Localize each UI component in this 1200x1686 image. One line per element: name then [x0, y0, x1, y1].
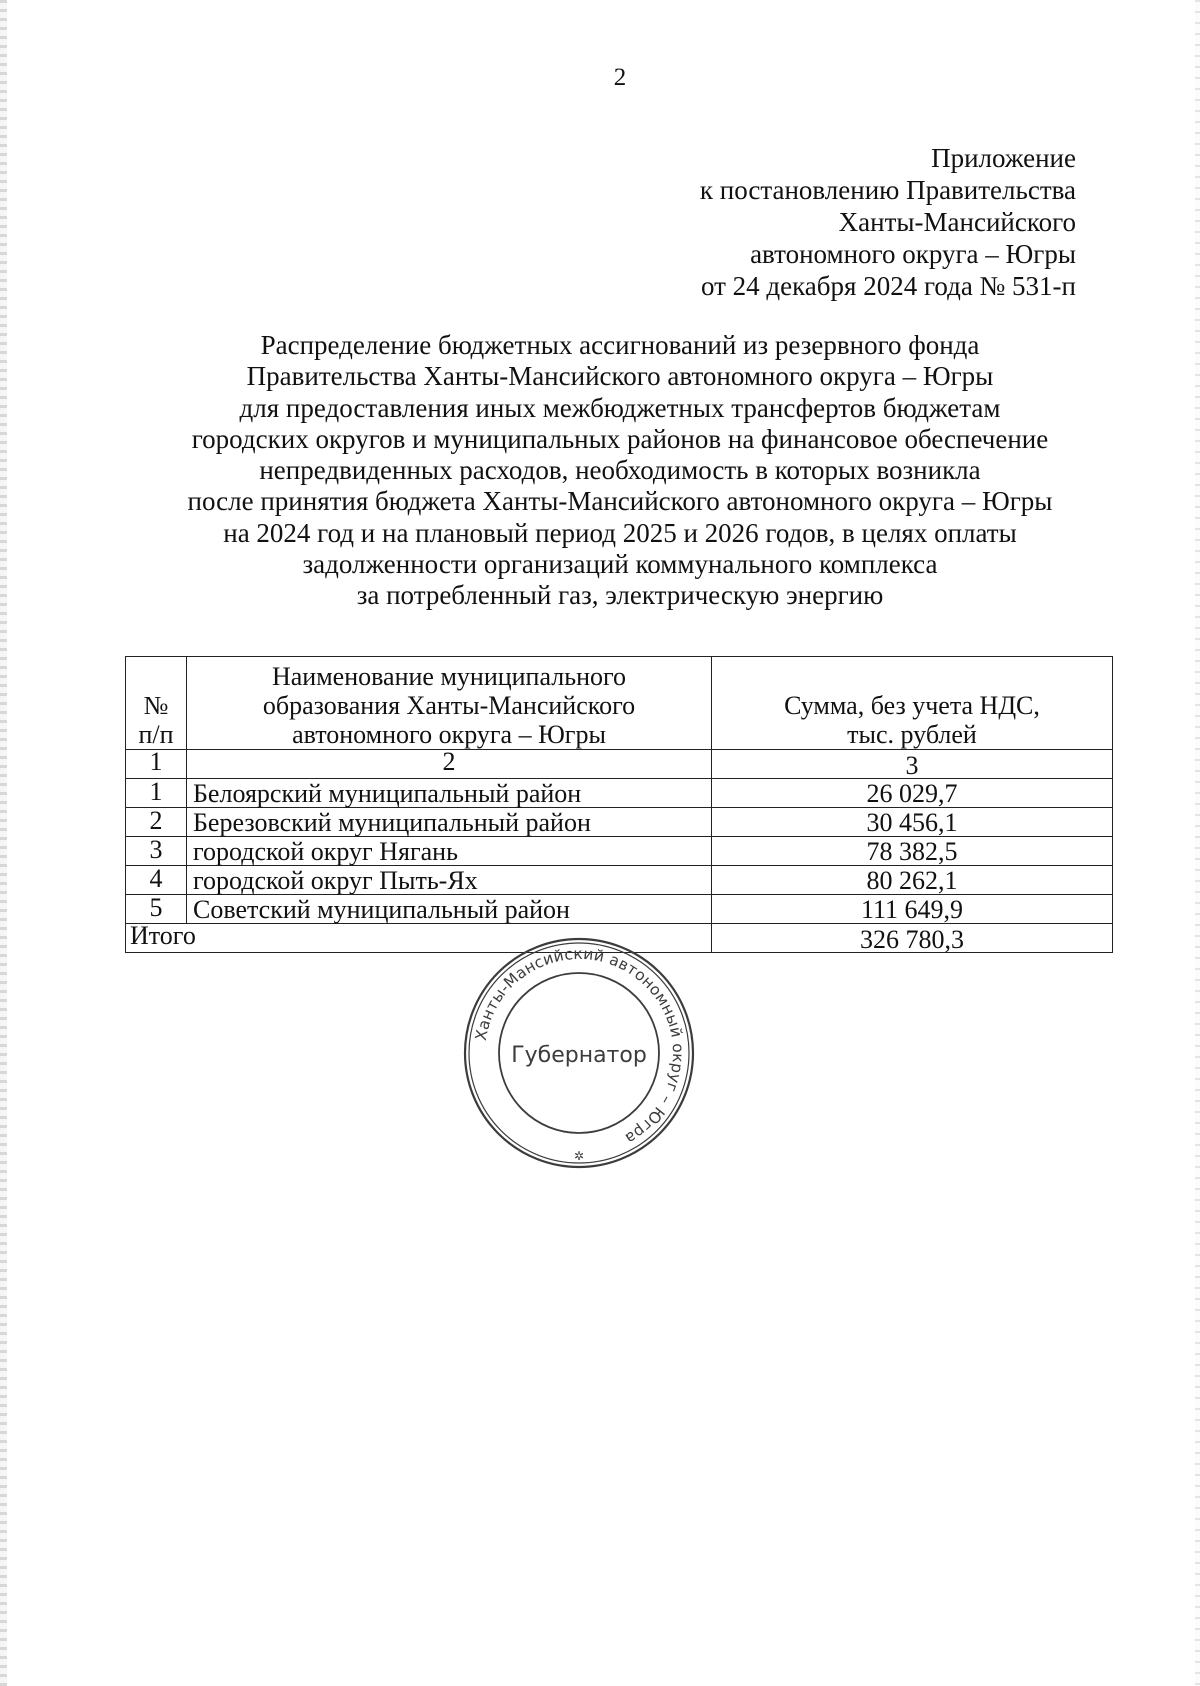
header-name-line: образования Ханты-Мансийского [262, 691, 636, 720]
annex-line: от 24 декабря 2024 года № 531-п [700, 271, 1076, 301]
column-number: 2 [187, 750, 712, 779]
annex-block [700, 142, 1076, 302]
document-title [0, 330, 1200, 612]
header-num-line: № [143, 691, 169, 720]
header-name-line: Наименование муниципального [271, 662, 627, 691]
row-num: 4 [126, 866, 187, 895]
annex-line: Ханты-Мансийского [838, 207, 1076, 237]
title-line: для предоставления иных межбюджетных трансфертов бюджетам [239, 392, 1001, 423]
row-name: Березовский муниципальный район [187, 808, 712, 837]
total-sum: 326 780,3 [712, 924, 1113, 953]
title-line: непредвиденных расходов, необходимость в которых возникла [259, 455, 981, 486]
title-line: Распределение бюджетных ассигнований из резервного фонда [260, 330, 980, 360]
row-name: городской округ Пыть-Ях [187, 866, 712, 895]
header-sum-line: тыс. рублей [847, 720, 977, 749]
scan-right-edge [1195, 0, 1200, 1686]
table-header-row [126, 657, 1113, 750]
header-sum-line: Сумма, без учета НДС, [784, 691, 1040, 720]
table-row [126, 866, 1113, 895]
title-line: за потребленный газ, электрическую энергию [356, 580, 884, 611]
row-sum: 30 456,1 [712, 808, 1113, 837]
column-number: 3 [712, 750, 1113, 779]
row-name: Советский муниципальный район [187, 895, 712, 924]
row-sum: 111 649,9 [712, 895, 1113, 924]
annex-line: к постановлению Правительства [699, 175, 1076, 205]
row-num: 5 [126, 895, 187, 924]
table-row [126, 779, 1113, 808]
title-line: задолженности организаций коммунального комплекса [302, 549, 938, 580]
seal-star-icon: ✲ [573, 1149, 585, 1163]
row-num: 2 [126, 808, 187, 837]
governor-seal [462, 936, 696, 1170]
row-name: Белоярский муниципальный район [187, 779, 712, 808]
allocation-table [125, 656, 1113, 953]
seal-center-text: Губернатор [511, 1043, 647, 1068]
row-sum: 78 382,5 [712, 837, 1113, 866]
header-num-line: п/п [138, 720, 174, 749]
column-number: 1 [126, 750, 187, 779]
row-num: 1 [126, 779, 187, 808]
row-name: городской округ Нягань [187, 837, 712, 866]
title-line: городских округов и муниципальных районов на финансовое обеспечение [191, 423, 1049, 454]
header-name-cell [187, 657, 712, 750]
page-number: 2 [613, 64, 627, 91]
seal-ring-text: Ханты-Мансийский автономный округ – Югра [471, 944, 688, 1148]
row-sum: 80 262,1 [712, 866, 1113, 895]
annex-line: Приложение [931, 143, 1076, 173]
title-line: Правительства Ханты-Мансийского автономного округа – Югры [246, 361, 994, 392]
header-name-line: автономного округа – Югры [292, 720, 606, 749]
table-row [126, 837, 1113, 866]
table-row [126, 895, 1113, 924]
title-line: на 2024 год и на плановый период 2025 и 2026 годов, в целях оплаты [223, 517, 1017, 548]
table-row [126, 808, 1113, 837]
header-sum-cell [712, 657, 1113, 750]
header-num-cell [126, 657, 187, 750]
column-number-row [126, 750, 1113, 779]
total-label: Итого [126, 924, 712, 953]
row-sum: 26 029,7 [712, 779, 1113, 808]
scan-left-edge [0, 0, 7, 1686]
title-line: после принятия бюджета Ханты-Мансийского автономного округа – Югры [187, 486, 1053, 517]
annex-line: автономного округа – Югры [750, 239, 1076, 269]
row-num: 3 [126, 837, 187, 866]
